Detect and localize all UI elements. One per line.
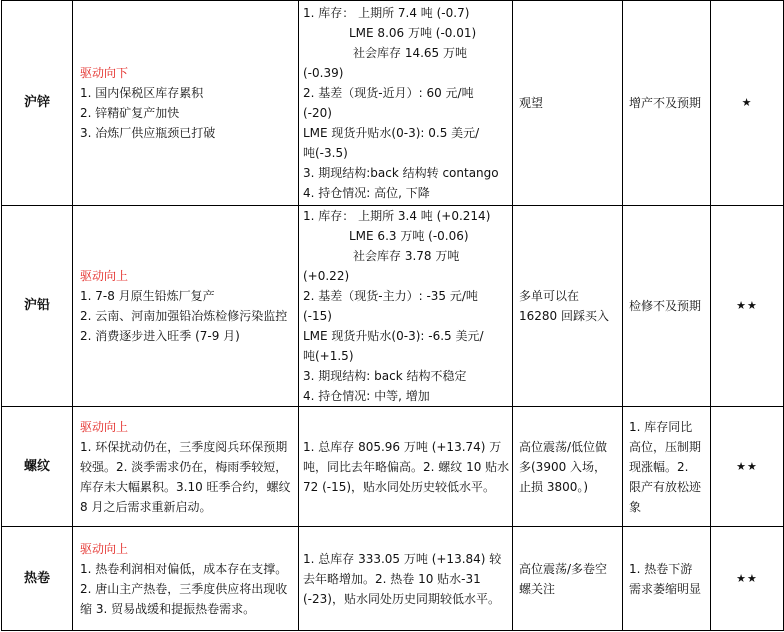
rating-stars: ★★ bbox=[711, 527, 784, 631]
data-line: 3. 期现结构:back 结构转 contango bbox=[303, 166, 499, 180]
commodity-name: 热卷 bbox=[2, 527, 73, 631]
data-line: (-20) bbox=[303, 106, 332, 120]
data-line: 3. 期现结构: back 结构不稳定 bbox=[303, 369, 467, 383]
data-cell: 1. 总库存 805.96 万吨 (+13.74) 万吨，同比去年略偏高。2. 螺纹 10 贴水 72 (-15)，贴水同处历史较低水平。 bbox=[299, 407, 513, 527]
data-cell: 1. 总库存 333.05 万吨 (+13.84) 较去年略增加。2. 热卷 10 贴水-31 (-23)，贴水同处历史同期较低水平。 bbox=[299, 527, 513, 631]
data-line: LME 现货升贴水(0-3): -6.5 美元/ bbox=[303, 329, 484, 343]
data-line: 1. 库存： 上期所 7.4 吨 (-0.7) bbox=[303, 6, 470, 20]
table-row-lead bbox=[2, 206, 784, 407]
table-row-zinc bbox=[2, 1, 784, 206]
risk-cell: 1. 库存同比高位，压制期现涨幅。2. 限产有放松迹象 bbox=[623, 407, 711, 527]
data-line: 社会库存 3.78 万吨 bbox=[353, 249, 460, 263]
data-line: 社会库存 14.65 万吨 bbox=[353, 46, 467, 60]
data-cell bbox=[299, 206, 513, 407]
risk-cell: 1. 热卷下游需求萎缩明显 bbox=[623, 527, 711, 631]
data-line: 1. 库存： 上期所 3.4 吨 (+0.214) bbox=[303, 209, 491, 223]
commodity-name: 螺纹 bbox=[2, 407, 73, 527]
data-line: 4. 持仓情况: 高位, 下降 bbox=[303, 186, 430, 200]
strategy-cell: 高位震荡/低位做多(3900 入场，止损 3800。) bbox=[513, 407, 623, 527]
data-line: LME 8.06 万吨 (-0.01) bbox=[349, 26, 477, 40]
driver-title: 驱动向下 bbox=[80, 66, 129, 80]
data-line: 2. 基差（现货-近月）: 60 元/吨 bbox=[303, 86, 474, 100]
driver-cell bbox=[73, 1, 299, 206]
driver-line: 1. 国内保税区库存累积 bbox=[80, 86, 204, 100]
driver-title: 驱动向上 bbox=[80, 419, 129, 434]
strategy-cell: 观望 bbox=[513, 1, 623, 206]
data-line: 4. 持仓情况: 中等, 增加 bbox=[303, 389, 430, 403]
data-line: (-15) bbox=[303, 309, 332, 323]
commodity-name: 沪铅 bbox=[2, 206, 73, 407]
data-cell bbox=[299, 1, 513, 206]
data-line: 吨(-3.5) bbox=[303, 146, 348, 160]
driver-line: 3. 冶炼厂供应瓶颈已打破 bbox=[80, 126, 216, 140]
driver-line: 2. 消费逐步进入旺季 (7-9 月) bbox=[80, 329, 240, 343]
rating-stars: ★★ bbox=[711, 206, 784, 407]
driver-title: 驱动向上 bbox=[80, 269, 129, 283]
table-row-hot-coil bbox=[2, 527, 784, 631]
data-line: LME 6.3 万吨 (-0.06) bbox=[349, 229, 469, 243]
rating-stars: ★★ bbox=[711, 407, 784, 527]
risk-cell: 增产不及预期 bbox=[623, 1, 711, 206]
driver-line: 1. 7-8 月原生铅炼厂复产 bbox=[80, 289, 215, 303]
driver-cell bbox=[73, 407, 299, 527]
data-line: 2. 基差（现货-主力）: -35 元/吨 bbox=[303, 289, 478, 303]
driver-text: 1. 环保扰动仍在，三季度阅兵环保预期较强。2. 淡季需求仍在，梅雨季较短，库存未大幅累积。3.10 旺季合约，螺纹 8 月之后需求重新启动。 bbox=[80, 439, 291, 514]
driver-line: 2. 云南、河南加强铅冶炼检修污染监控 bbox=[80, 309, 288, 323]
driver-cell bbox=[73, 527, 299, 631]
strategy-cell: 高位震荡/多卷空螺关注 bbox=[513, 527, 623, 631]
risk-cell: 检修不及预期 bbox=[623, 206, 711, 407]
driver-line: 2. 锌精矿复产加快 bbox=[80, 106, 180, 120]
table-row-rebar bbox=[2, 407, 784, 527]
driver-title: 驱动向上 bbox=[80, 541, 129, 556]
data-line: (+0.22) bbox=[303, 269, 350, 283]
driver-text: 1. 热卷利润相对偏低，成本存在支撑。2. 唐山主产热卷，三季度供应将出现收缩 3. 贸易战缓和提振热卷需求。 bbox=[80, 561, 288, 616]
futures-table bbox=[1, 0, 784, 631]
rating-stars: ★ bbox=[711, 1, 784, 206]
commodity-name: 沪锌 bbox=[2, 1, 73, 206]
strategy-cell: 多单可以在 16280 回踩买入 bbox=[513, 206, 623, 407]
data-line: 吨(+1.5) bbox=[303, 349, 354, 363]
data-line: (-0.39) bbox=[303, 66, 344, 80]
data-line: LME 现货升贴水(0-3): 0.5 美元/ bbox=[303, 126, 480, 140]
driver-cell bbox=[73, 206, 299, 407]
